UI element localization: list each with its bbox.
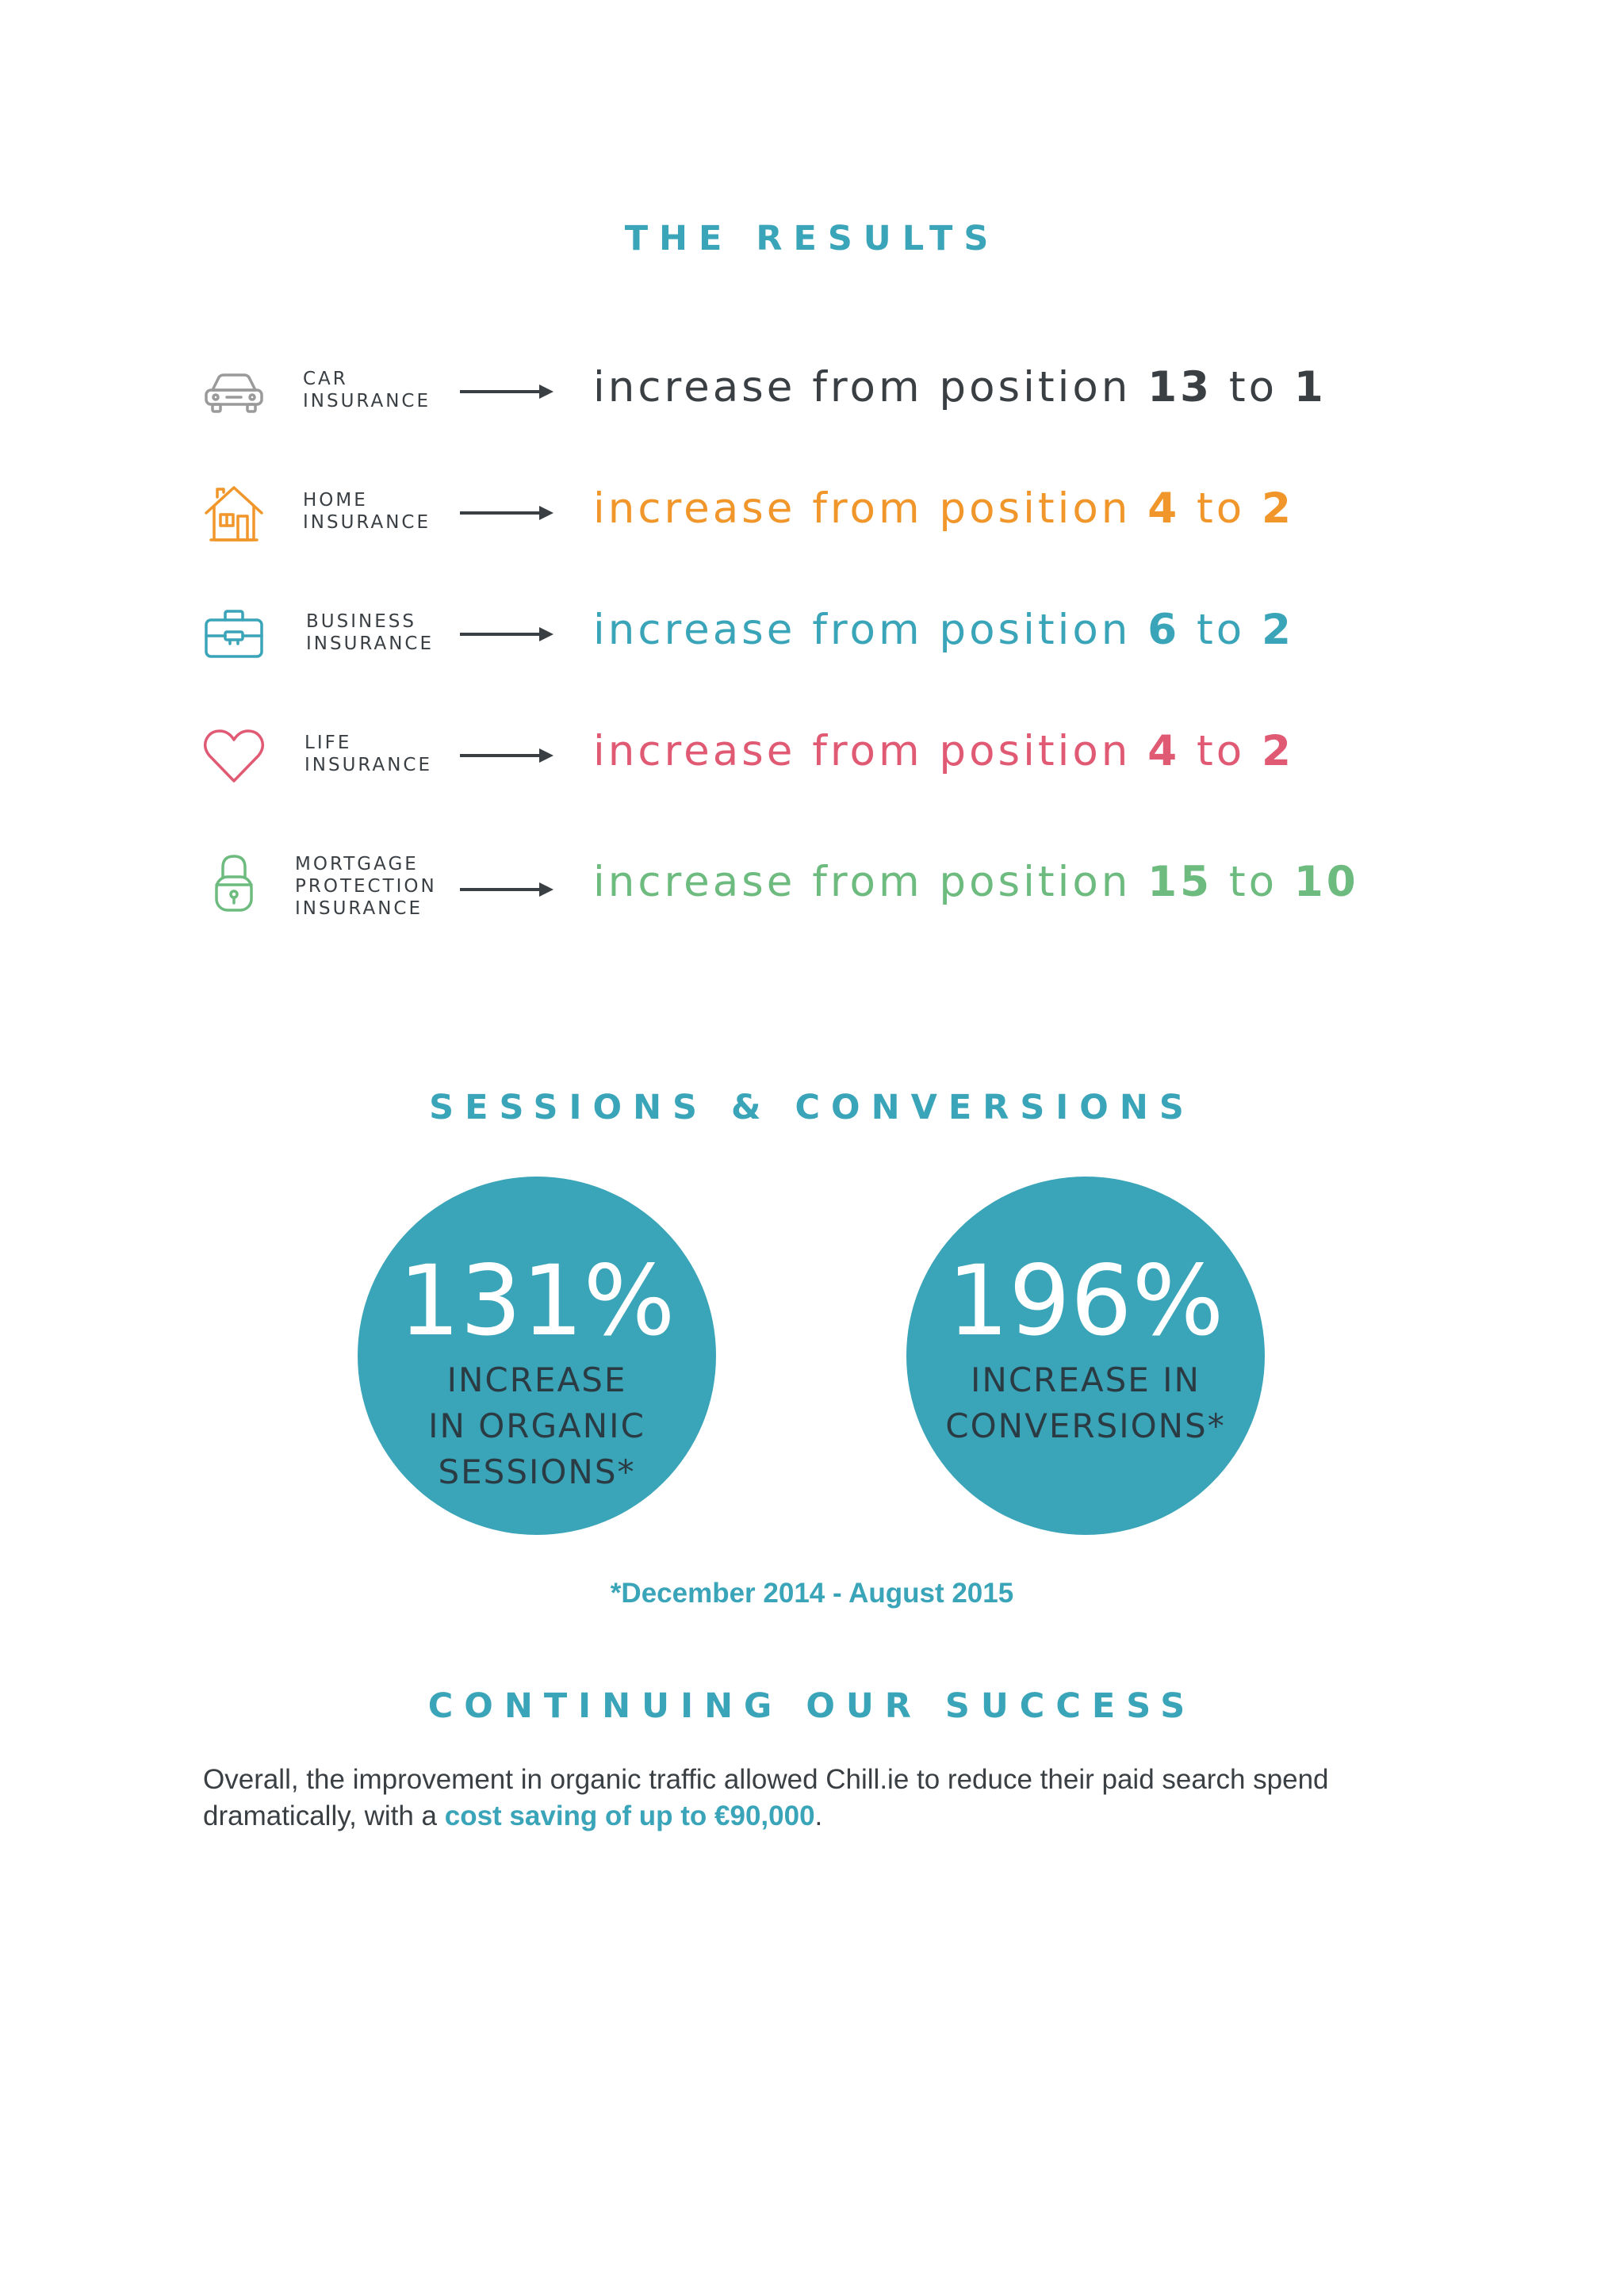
briefcase-icon	[201, 603, 266, 668]
life-ranking-text: increase from position 4 to 2	[593, 727, 1294, 775]
result-row-home	[0, 473, 1624, 553]
car-icon	[201, 360, 266, 425]
house-icon	[201, 481, 266, 546]
business-ranking-text: increase from position 6 to 2	[593, 606, 1294, 654]
arrow-right-icon	[460, 746, 555, 765]
conversions-stat-label: INCREASE IN CONVERSIONS*	[945, 1360, 1226, 1445]
conversions-stat-value: 196%	[947, 1245, 1224, 1357]
mortgage-insurance-label: MORTGAGE PROTECTION INSURANCE	[295, 854, 437, 919]
to-position: 2	[1262, 606, 1294, 654]
arrow-right-icon	[460, 382, 555, 401]
sessions-stat-label: INCREASE IN ORGANIC SESSIONS*	[428, 1360, 645, 1491]
car-insurance-label: CAR INSURANCE	[303, 369, 431, 411]
arrow-right-icon	[460, 503, 555, 522]
from-position: 6	[1147, 606, 1181, 654]
arrow-right-icon	[460, 880, 555, 899]
from-position: 13	[1147, 363, 1212, 411]
results-heading: THE RESULTS	[624, 219, 1000, 258]
home-insurance-label: HOME INSURANCE	[303, 490, 431, 533]
to-position: 2	[1262, 484, 1294, 533]
heart-icon	[201, 724, 266, 789]
result-row-car	[0, 352, 1624, 431]
summary-paragraph: Overall, the improvement in organic traffic allowed Chill.ie to reduce their paid search spend dramatically, with a cost saving of up to €90,000.	[203, 1764, 1329, 1831]
conversions-stat-circle	[906, 1177, 1265, 1535]
to-position: 1	[1293, 363, 1327, 411]
sessions-stat-value: 131%	[398, 1245, 676, 1357]
date-range-footnote: *December 2014 - August 2015	[610, 1578, 1014, 1609]
sessions-stat-circle	[358, 1177, 716, 1535]
result-row-business	[0, 595, 1624, 674]
home-ranking-text: increase from position 4 to 2	[593, 484, 1294, 533]
continuing-heading: CONTINUING OUR SUCCESS	[427, 1686, 1197, 1726]
arrow-right-icon	[460, 625, 555, 644]
result-row-life	[0, 716, 1624, 795]
life-insurance-label: LIFE INSURANCE	[304, 733, 433, 775]
from-position: 4	[1147, 484, 1181, 533]
to-position: 10	[1293, 858, 1359, 906]
padlock-icon	[201, 850, 266, 915]
sessions-heading: SESSIONS & CONVERSIONS	[429, 1088, 1195, 1127]
mortgage-ranking-text: increase from position 15 to 10	[593, 858, 1359, 906]
from-position: 15	[1147, 858, 1212, 906]
business-insurance-label: BUSINESS INSURANCE	[306, 611, 435, 654]
from-position: 4	[1147, 727, 1181, 775]
result-row-mortgage	[0, 837, 1624, 919]
to-position: 2	[1262, 727, 1294, 775]
cost-saving-highlight: cost saving of up to €90,000	[444, 1800, 815, 1831]
car-ranking-text: increase from position 13 to 1	[593, 363, 1327, 411]
